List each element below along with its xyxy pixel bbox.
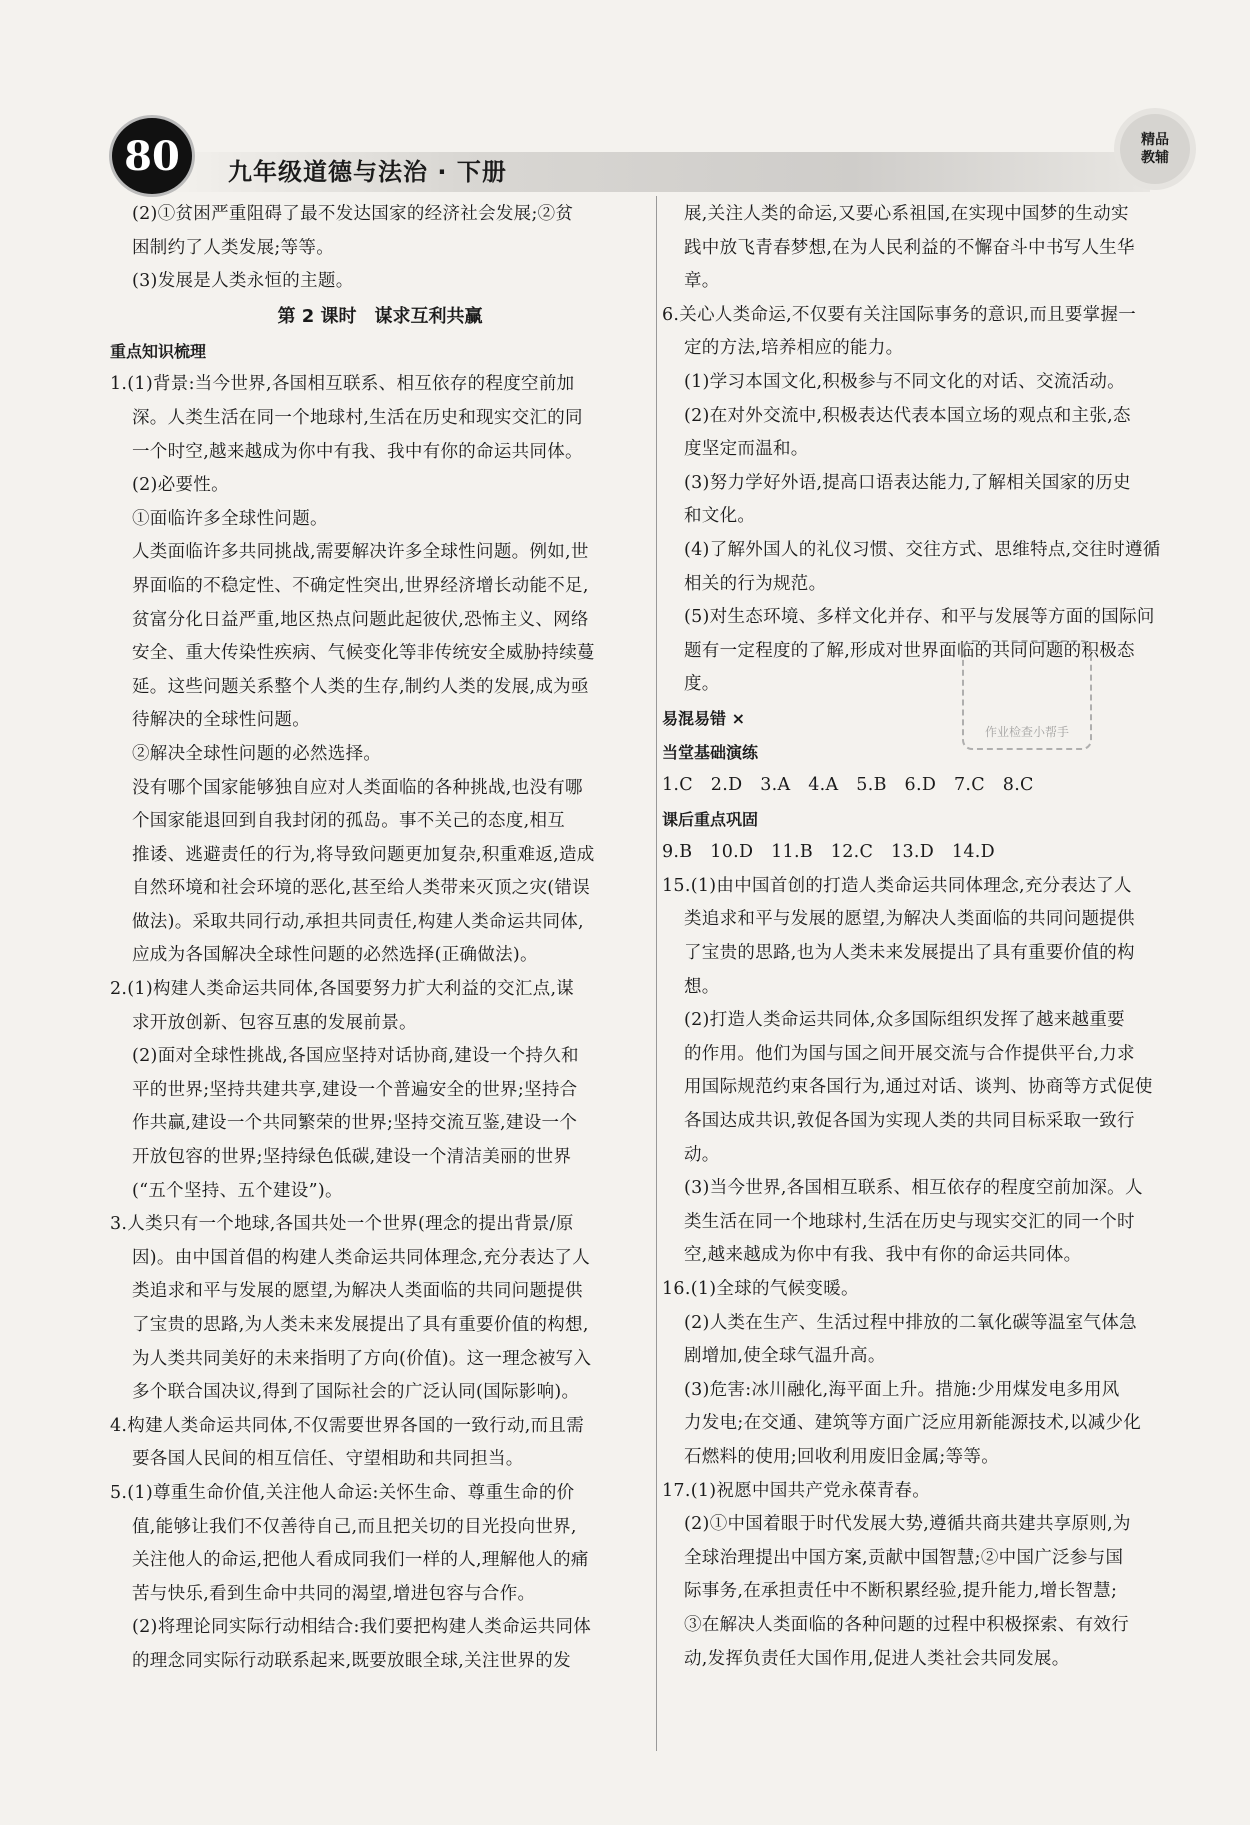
text-line: 关注他人的命运,把他人看成同我们一样的人,理解他人的痛: [132, 1550, 589, 1571]
text-line: 践中放飞青春梦想,在为人民利益的不懈奋斗中书写人生华: [684, 237, 1135, 258]
text-line: 6.关心人类命运,不仅要有关注国际事务的意识,而且要掌握一: [662, 304, 1137, 325]
left-column: [110, 198, 650, 1679]
text-line: 自然环境和社会环境的恶化,甚至给人类带来灭顶之灾(错误: [132, 878, 590, 899]
right-column: [662, 198, 1202, 1676]
text-line: 多个联合国决议,得到了国际社会的广泛认同(国际影响)。: [132, 1382, 580, 1403]
text-line: (3)危害:冰川融化,海平面上升。措施:少用煤发电多用风: [684, 1379, 1120, 1400]
text-line: 类追求和平与发展的愿望,为解决人类面临的共同问题提供: [132, 1281, 583, 1302]
section-heading: 易混易错 ×: [662, 708, 745, 728]
text-line: 苦与快乐,看到生命中共同的渴望,增进包容与合作。: [132, 1583, 536, 1604]
text-line: ②解决全球性问题的必然选择。: [132, 743, 382, 764]
text-line: 力发电;在交通、建筑等方面广泛应用新能源技术,以减少化: [684, 1413, 1142, 1434]
text-line: 3.人类只有一个地球,各国共处一个世界(理念的提出背景/原: [110, 1214, 574, 1235]
text-line: 章。: [684, 271, 720, 292]
text-line: 1.(1)背景:当今世界,各国相互联系、相互依存的程度空前加: [110, 374, 575, 395]
text-line: 困制约了人类发展;等等。: [132, 237, 334, 258]
badge-line2: 教辅: [1141, 150, 1169, 166]
text-line: 类追求和平与发展的愿望,为解决人类面临的共同问题提供: [684, 909, 1135, 930]
book-title: 九年级道德与法治 · 下册: [228, 158, 507, 186]
text-line: 推诿、逃避责任的行为,将导致问题更加复杂,积重难返,造成: [132, 844, 595, 865]
text-line: 16.(1)全球的气候变暖。: [662, 1279, 859, 1299]
text-line: 类生活在同一个地球村,生活在历史与现实交汇的同一个时: [684, 1211, 1135, 1232]
section-title: 第 2 课时 谋求互利共赢: [277, 305, 483, 327]
stamp-text: 作业检查小帮手: [984, 725, 1069, 739]
text-line: 一个时空,越来越成为你中有我、我中有你的命运共同体。: [132, 441, 583, 462]
badge-line1: 精品: [1141, 132, 1169, 148]
text-line: 剧增加,使全球气温升高。: [684, 1346, 886, 1367]
text-line: 和文化。: [684, 506, 756, 527]
text-line: 空,越来越成为你中有我、我中有你的命运共同体。: [684, 1245, 1082, 1266]
section-heading: 重点知识梳理: [110, 341, 207, 361]
text-line: (2)在对外交流中,积极表达代表本国立场的观点和主张,态: [684, 405, 1131, 426]
text-line: (2)必要性。: [132, 475, 229, 496]
text-line: 2.(1)构建人类命运共同体,各国要努力扩大利益的交汇点,谋: [110, 979, 575, 1000]
brand-badge: [1120, 114, 1190, 184]
text-line: 5.(1)尊重生命价值,关注他人命运:关怀生命、尊重生命的价: [110, 1482, 575, 1503]
text-line: 度。: [684, 674, 720, 695]
text-line: 深。人类生活在同一个地球村,生活在历史和现实交汇的同: [132, 407, 583, 428]
text-line: 个国家能退回到自我封闭的孤岛。事不关己的态度,相互: [132, 811, 566, 832]
text-line: 为人类共同美好的未来指明了方向(价值)。这一理念被写入: [132, 1348, 592, 1369]
text-line: 全球治理提出中国方案,贡献中国智慧;②中国广泛参与国: [684, 1547, 1124, 1568]
text-line: 了宝贵的思路,为人类未来发展提出了具有重要价值的构想,: [132, 1315, 589, 1335]
text-line: 值,能够让我们不仅善待自己,而且把关切的目光投向世界,: [132, 1516, 577, 1537]
text-line: 际事务,在承担责任中不断积累经验,提升能力,增长智慧;: [684, 1581, 1118, 1602]
text-line: 石燃料的使用;回收利用废旧金属;等等。: [684, 1446, 999, 1467]
text-line: 要各国人民间的相互信任、守望相助和共同担当。: [132, 1449, 524, 1470]
answer-line: 9.B 10.D 11.B 12.C 13.D 14.D: [662, 842, 995, 863]
text-line: 待解决的全球性问题。: [132, 710, 310, 731]
page-number: 80: [112, 118, 192, 194]
text-line: 求开放创新、包容互惠的发展前景。: [132, 1012, 417, 1033]
text-line: (2)人类在生产、生活过程中排放的二氧化碳等温室气体急: [684, 1312, 1137, 1333]
text-line: (2)①中国着眼于时代发展大势,遵循共商共建共享原则,为: [684, 1514, 1131, 1535]
column-divider: [656, 196, 657, 1751]
text-line: 的理念同实际行动联系起来,既要放眼全球,关注世界的发: [132, 1650, 571, 1671]
text-line: 了宝贵的思路,也为人类未来发展提出了具有重要价值的构: [684, 943, 1135, 964]
text-line: 没有哪个国家能够独自应对人类面临的各种挑战,也没有哪: [132, 777, 583, 798]
text-line: 各国达成共识,敦促各国为实现人类的共同目标采取一致行: [684, 1111, 1135, 1132]
text-line: ③在解决人类面临的各种问题的过程中积极探索、有效行: [684, 1614, 1129, 1635]
text-line: 应成为各国解决全球性问题的必然选择(正确做法)。: [132, 945, 538, 966]
text-line: 人类面临许多共同挑战,需要解决许多全球性问题。例如,世: [132, 542, 589, 563]
section-heading: 课后重点巩固: [662, 809, 759, 829]
text-line: 开放包容的世界;坚持绿色低碳,建设一个清洁美丽的世界: [132, 1147, 572, 1168]
text-line: 想。: [684, 976, 720, 997]
text-line: (3)发展是人类永恒的主题。: [132, 271, 354, 292]
text-line: 15.(1)由中国首创的打造人类命运共同体理念,充分表达了人: [662, 875, 1132, 896]
text-line: 动。: [684, 1144, 720, 1165]
text-line: (2)将理论同实际行动相结合:我们要把构建人类命运共同体: [132, 1617, 592, 1638]
text-line: 平的世界;坚持共建共享,建设一个普遍安全的世界;坚持合: [132, 1079, 578, 1100]
text-line: 定的方法,培养相应的能力。: [684, 338, 904, 359]
text-line: 延。这些问题关系整个人类的生存,制约人类的发展,成为亟: [132, 676, 589, 697]
text-line: 相关的行为规范。: [684, 573, 827, 594]
homework-stamp: [962, 640, 1092, 750]
text-line: (2)面对全球性挑战,各国应坚持对话协商,建设一个持久和: [132, 1046, 579, 1067]
text-line: (“五个坚持、五个建设”)。: [132, 1180, 343, 1201]
text-line: 用国际规范约束各国行为,通过对话、谈判、协商等方式促使: [684, 1077, 1153, 1098]
text-line: 做法)。采取共同行动,承担共同责任,构建人类命运共同体,: [132, 911, 584, 932]
text-line: 界面临的不稳定性、不确定性突出,世界经济增长动能不足,: [132, 575, 589, 596]
text-line: 4.构建人类命运共同体,不仅需要世界各国的一致行动,而且需: [110, 1415, 585, 1436]
text-line: (5)对生态环境、多样文化并存、和平与发展等方面的国际问: [684, 607, 1155, 628]
section-heading: 当堂基础演练: [662, 742, 759, 762]
text-line: 的作用。他们为国与国之间开展交流与合作提供平台,力求: [684, 1043, 1135, 1064]
text-line: (4)了解外国人的礼仪习惯、交往方式、思维特点,交往时遵循: [684, 539, 1161, 560]
text-line: (3)努力学好外语,提高口语表达能力,了解相关国家的历史: [684, 472, 1131, 493]
text-line: 动,发挥负责任大国作用,促进人类社会共同发展。: [684, 1648, 1070, 1669]
text-line: (3)当今世界,各国相互联系、相互依存的程度空前加深。人: [684, 1178, 1143, 1199]
text-line: 作共赢,建设一个共同繁荣的世界;坚持交流互鉴,建设一个: [132, 1113, 578, 1134]
text-line: 17.(1)祝愿中国共产党永葆青春。: [662, 1480, 931, 1501]
text-line: (1)学习本国文化,积极参与不同文化的对话、交流活动。: [684, 371, 1125, 392]
text-line: (2)①贫困严重阻碍了最不发达国家的经济社会发展;②贫: [132, 204, 574, 224]
text-line: 因)。由中国首倡的构建人类命运共同体理念,充分表达了人: [132, 1247, 590, 1268]
text-line: (2)打造人类命运共同体,众多国际组织发挥了越来越重要: [684, 1010, 1125, 1031]
text-line: 贫富分化日益严重,地区热点问题此起彼伏,恐怖主义、网络: [132, 609, 589, 630]
text-line: 展,关注人类的命运,又要心系祖国,在实现中国梦的生动实: [684, 204, 1129, 224]
text-line: 题有一定程度的了解,形成对世界面临的共同问题的积极态: [684, 640, 1135, 661]
text-line: ①面临许多全球性问题。: [132, 508, 328, 529]
text-line: 度坚定而温和。: [684, 439, 809, 460]
text-line: 安全、重大传染性疾病、气候变化等非传统安全威胁持续蔓: [132, 643, 595, 664]
answer-line: 1.C 2.D 3.A 4.A 5.B 6.D 7.C 8.C: [662, 775, 1034, 796]
